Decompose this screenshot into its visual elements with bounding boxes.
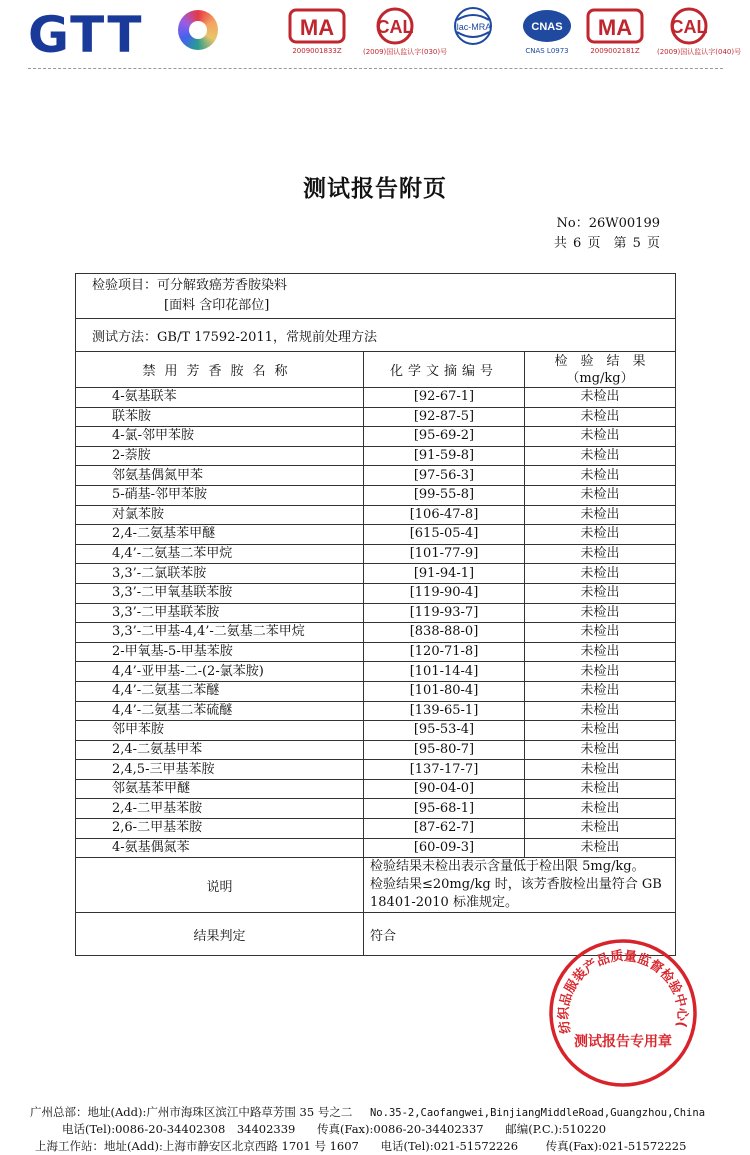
footer-sh-tel: 电话(Tel):021-51572226 [380, 1139, 519, 1153]
cas-number: [95-80-7] [364, 740, 525, 760]
table-row [76, 525, 676, 545]
verdict-value: 符合 [364, 913, 676, 956]
test-result: 未检出 [525, 799, 676, 819]
cas-number: [139-65-1] [364, 701, 525, 721]
cma-mark-icon [583, 6, 647, 62]
column-header-result [525, 352, 676, 388]
test-result: 未检出 [525, 701, 676, 721]
svg-text:测试报告专用章: 测试报告专用章 [574, 1034, 672, 1050]
table-row [76, 799, 676, 819]
cnas-mark-icon [515, 6, 579, 62]
table-row [76, 779, 676, 799]
test-item-label: 检验项目：可分解致癌芳香胺染料 [92, 278, 288, 293]
cas-number: [106-47-8] [364, 505, 525, 525]
amine-name: 3,3’-二甲基-4,4’-二氨基二苯甲烷 [76, 623, 364, 643]
footer-hq-cn: 广州总部：地址(Add):广州市海珠区滨江中路草芳围 35 号之二 [30, 1105, 353, 1119]
cas-number: [92-87-5] [364, 407, 525, 427]
footer-sh-address: 上海工作站：地址(Add):上海市静安区北京西路 1701 号 1607 [35, 1139, 359, 1153]
svg-text:国家纺织品服装产品质量监督检验中心(广州): 纺织品服装产品质量监督检验中心( [556, 948, 690, 1035]
header-divider [28, 68, 723, 69]
official-seal [548, 938, 698, 1088]
note-line: 检验结果未检出表示含量低于检出限 5mg/kg。 [370, 859, 645, 875]
test-result: 未检出 [525, 564, 676, 584]
amine-name: 4-氯-邻甲苯胺 [76, 427, 364, 447]
table-row [76, 446, 676, 466]
amine-name: 联苯胺 [76, 407, 364, 427]
cert-code: CNAS L0973 [525, 47, 569, 55]
cas-number: [91-94-1] [364, 564, 525, 584]
logo-swirl-icon [178, 10, 218, 50]
table-header-row [76, 352, 676, 388]
table-row [76, 466, 676, 486]
test-result: 未检出 [525, 779, 676, 799]
footer-tel: 电话(Tel):0086-20-34402308 34402339 [62, 1122, 296, 1136]
results-table [75, 273, 676, 956]
amine-name: 3,3’-二甲氧基联苯胺 [76, 583, 364, 603]
test-method: 测试方法：GB/T 17592-2011，常规前处理方法 [76, 319, 676, 352]
cma-mark-icon [285, 6, 349, 62]
note-label: 说明 [76, 858, 364, 913]
amine-name: 2-萘胺 [76, 446, 364, 466]
column-header-name: 禁用芳香胺名称 [76, 352, 364, 388]
amine-name: 3,3’-二甲基联苯胺 [76, 603, 364, 623]
footer-fax: 传真(Fax):0086-20-34402337 [317, 1122, 484, 1136]
amine-name: 2,4-二氨基苯甲醚 [76, 525, 364, 545]
report-number: No：26W00199 [556, 216, 660, 231]
table-row [76, 544, 676, 564]
footer-sh-fax: 传真(Fax):021-51572225 [545, 1139, 687, 1153]
cas-number: [95-69-2] [364, 427, 525, 447]
test-result: 未检出 [525, 407, 676, 427]
amine-name: 2,4-二甲基苯胺 [76, 799, 364, 819]
note-line: 检验结果≤20mg/kg 时，该芳香胺检出量符合 GB 18401-2010 标准规定。 [370, 877, 662, 911]
table-row [76, 603, 676, 623]
test-result: 未检出 [525, 525, 676, 545]
amine-name: 2-甲氧基-5-甲基苯胺 [76, 642, 364, 662]
table-row [76, 623, 676, 643]
table-row [76, 838, 676, 858]
cas-number: [119-90-4] [364, 583, 525, 603]
table-row [76, 564, 676, 584]
page-indicator: 共 6 页 第 5 页 [553, 236, 660, 251]
test-result: 未检出 [525, 760, 676, 780]
sample-part: [面料 含印花部位] [164, 298, 270, 313]
table-row [76, 819, 676, 839]
amine-name: 4,4’-亚甲基-二-(2-氯苯胺) [76, 662, 364, 682]
amine-name: 2,4,5-三甲基苯胺 [76, 760, 364, 780]
cas-number: [95-68-1] [364, 799, 525, 819]
test-result: 未检出 [525, 466, 676, 486]
table-row [76, 388, 676, 408]
cas-number: [87-62-7] [364, 819, 525, 839]
cas-number: [101-14-4] [364, 662, 525, 682]
cas-number: [101-80-4] [364, 681, 525, 701]
footer-hq-address [30, 1104, 750, 1120]
test-result: 未检出 [525, 819, 676, 839]
cas-number: [95-53-4] [364, 721, 525, 741]
cert-code: 2009002181Z [590, 47, 640, 55]
cas-number: [60-09-3] [364, 838, 525, 858]
amine-name: 4,4’-二氨基二苯硫醚 [76, 701, 364, 721]
cas-number: [99-55-8] [364, 485, 525, 505]
report-title: 测试报告附页 [303, 175, 447, 202]
cas-number: [97-56-3] [364, 466, 525, 486]
test-result: 未检出 [525, 642, 676, 662]
table-row [76, 662, 676, 682]
test-result: 未检出 [525, 721, 676, 741]
cas-number: [615-05-4] [364, 525, 525, 545]
table-row [76, 701, 676, 721]
result-header-title: 检 验 结 果 [554, 353, 646, 369]
test-result: 未检出 [525, 446, 676, 466]
footer-shanghai [35, 1138, 750, 1154]
test-result: 未检出 [525, 583, 676, 603]
amine-name: 4-氨基偶氮苯 [76, 838, 364, 858]
test-result: 未检出 [525, 623, 676, 643]
footer-postcode: 邮编(P.C.):510220 [505, 1122, 607, 1136]
gtt-logo [28, 6, 218, 64]
cas-number: [838-88-0] [364, 623, 525, 643]
cas-number: [91-59-8] [364, 446, 525, 466]
test-result: 未检出 [525, 505, 676, 525]
certification-marks [285, 6, 742, 62]
column-header-cas: 化学文摘编号 [364, 352, 525, 388]
svg-text:CAL: CAL [376, 17, 414, 37]
table-row [76, 407, 676, 427]
cas-number: [119-93-7] [364, 603, 525, 623]
note-row [76, 858, 676, 913]
table-row [76, 427, 676, 447]
table-row [76, 681, 676, 701]
test-result: 未检出 [525, 681, 676, 701]
test-item-row [76, 274, 676, 319]
letterhead [0, 0, 750, 70]
cert-code: 2009001833Z [292, 47, 342, 55]
table-row [76, 740, 676, 760]
cas-number: [101-77-9] [364, 544, 525, 564]
amine-name: 4,4’-二氨基二苯甲烷 [76, 544, 364, 564]
test-result: 未检出 [525, 544, 676, 564]
cal-mark-icon [363, 6, 448, 62]
amine-name: 5-硝基-邻甲苯胺 [76, 485, 364, 505]
amine-name: 对氯苯胺 [76, 505, 364, 525]
amine-name: 邻甲苯胺 [76, 721, 364, 741]
cas-number: [137-17-7] [364, 760, 525, 780]
table-row [76, 642, 676, 662]
cas-number: [90-04-0] [364, 779, 525, 799]
logo-text: GTT [28, 6, 144, 64]
test-result: 未检出 [525, 740, 676, 760]
table-row [76, 721, 676, 741]
ilac-mra-mark-icon [441, 6, 505, 62]
svg-text:ilac-MRA: ilac-MRA [454, 22, 492, 32]
test-result: 未检出 [525, 388, 676, 408]
result-header-unit: （mg/kg） [566, 370, 634, 386]
amine-name: 3,3’-二氯联苯胺 [76, 564, 364, 584]
svg-text:CNAS: CNAS [531, 21, 563, 33]
amine-name: 4,4’-二氨基二苯醚 [76, 681, 364, 701]
cas-number: [120-71-8] [364, 642, 525, 662]
cal-mark-icon [657, 6, 742, 62]
cert-code: (2009)国认监认字(030)号 [363, 48, 448, 56]
footer-hq-contact [62, 1121, 750, 1137]
test-result: 未检出 [525, 427, 676, 447]
cert-code: (2009)国认监认字(040)号 [657, 48, 742, 56]
test-result: 未检出 [525, 485, 676, 505]
svg-text:CAL: CAL [670, 17, 708, 37]
svg-text:MA: MA [299, 15, 335, 40]
footer-hq-en: No.35-2,Caofangwei,BinjiangMiddleRoad,Guangzhou,China [369, 1107, 706, 1119]
amine-name: 邻氨基偶氮甲苯 [76, 466, 364, 486]
amine-name: 2,6-二甲基苯胺 [76, 819, 364, 839]
table-row [76, 505, 676, 525]
test-result: 未检出 [525, 662, 676, 682]
amine-name: 2,4-二氨基甲苯 [76, 740, 364, 760]
table-row [76, 760, 676, 780]
verdict-label: 结果判定 [76, 913, 364, 956]
cas-number: [92-67-1] [364, 388, 525, 408]
svg-text:MA: MA [597, 15, 633, 40]
test-result: 未检出 [525, 838, 676, 858]
test-result: 未检出 [525, 603, 676, 623]
amine-name: 邻氨基苯甲醚 [76, 779, 364, 799]
amine-name: 4-氨基联苯 [76, 388, 364, 408]
test-method-row [76, 319, 676, 352]
table-row [76, 583, 676, 603]
table-row [76, 485, 676, 505]
